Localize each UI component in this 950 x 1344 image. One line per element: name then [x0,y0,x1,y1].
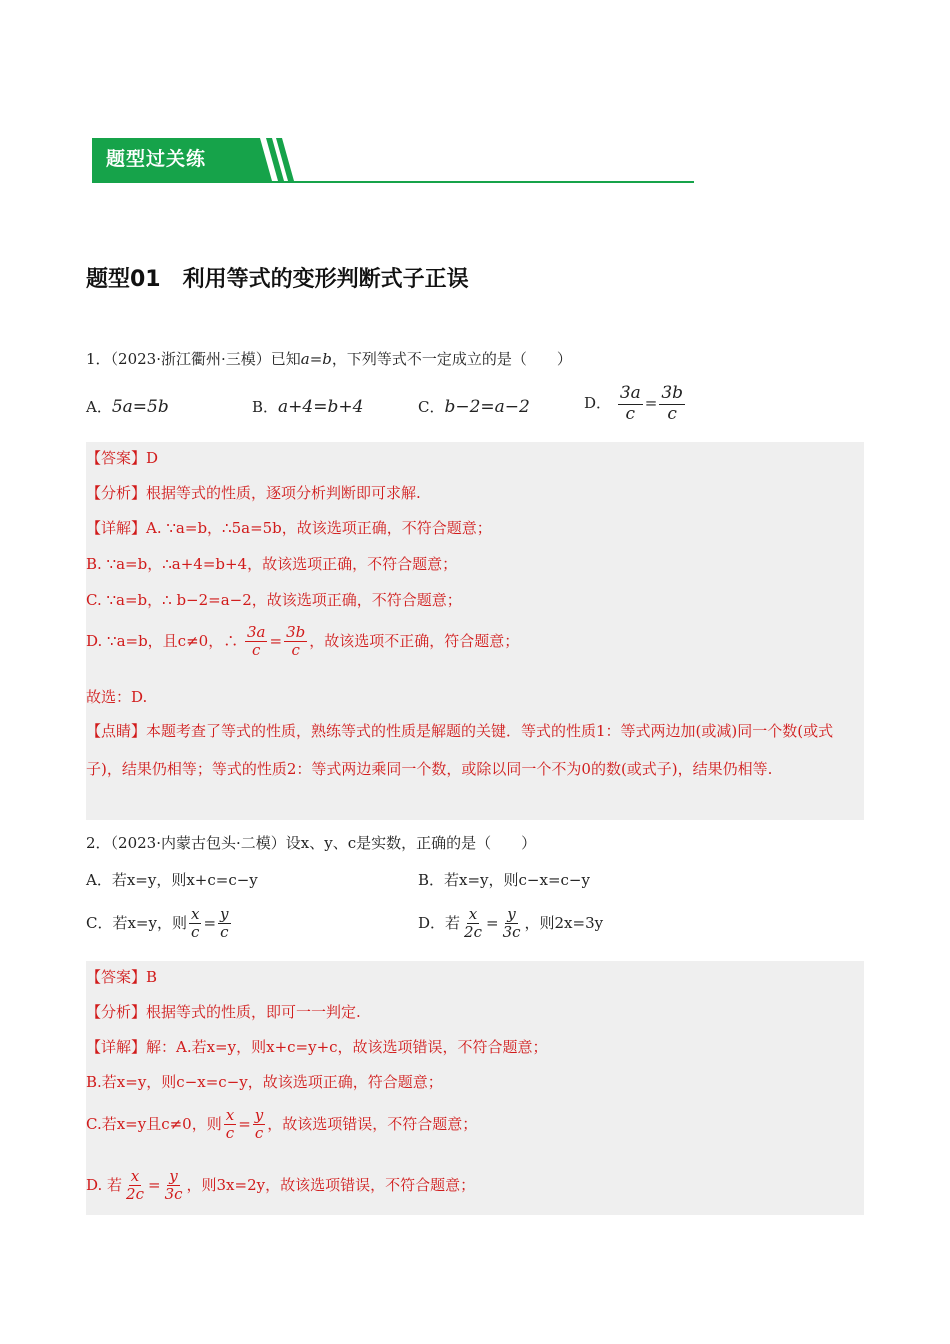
q1-option-a-text: 5a=5b [111,397,169,417]
fraction-numerator: 3b [661,383,684,403]
fraction-denominator: 3c [502,923,521,942]
q1-detail-c: C. ∵a=b，∴ b−2=a−2，故该选项正确，不符合题意； [86,591,462,609]
fraction-denominator: c [225,1124,235,1143]
fraction-numerator: x [468,905,478,923]
fraction-numerator: y [507,905,516,923]
q1-option-d-fraction-right [659,384,685,424]
q2-option-d-suffix: ，则2x=3y [524,913,604,932]
q1-option-d-fraction-left [618,384,643,424]
q2-stem: 2．（2023·内蒙古包头·二模）设x、y、c是实数，正确的是（ ） [86,834,537,852]
q1-detail-a-text: A. ∵a=b，∴5a=5b，故该选项正确，不符合题意； [146,519,492,537]
q2-option-b: B．若x=y，则c−x=c−y [418,871,590,889]
fraction-denominator: c [220,923,229,942]
fraction-numerator: y [220,905,229,923]
section-banner [92,138,694,184]
q1-option-a [86,396,169,417]
q2-detail-c-fraction-left [224,1107,236,1143]
fraction-numerator: y [169,1167,178,1185]
fraction-numerator: 3a [619,383,641,403]
q1-option-d-label: D． [584,394,612,413]
q2-analysis: 【分析】根据等式的性质，即可一一判定. [86,1003,361,1021]
q1-option-b [252,396,363,417]
fraction-numerator: 3b [286,623,306,641]
q2-detail-b: B.若x=y，则c−x=c−y，故该选项正确，符合题意； [86,1073,443,1091]
q2-option-c-fraction-left [189,906,201,942]
q1-detail-b: B. ∵a=b，∴a+4=b+4，故该选项正确，不符合题意； [86,555,458,573]
q1-option-a-label: A． [86,398,112,416]
q2-option-d-prefix: D．若 [418,913,461,932]
q2-option-d-fraction-left [462,906,484,942]
q2-detail-d-fraction-left [124,1168,146,1204]
fraction-denominator: c [291,641,300,660]
banner-title: 题型过关练 [106,148,207,170]
q2-option-a: A．若x=y，则x+c=c−y [86,871,258,889]
q2-detail-c: C.若x=y且c≠0，则 $\frac{x}{c}$ = $\frac{y}{c}$ ，故该选项错误，不符合题意； [86,1106,478,1143]
q1-note: 【点睛】本题考查了等式的性质，熟练等式的性质是解题的关键．等式的性质1：等式两边加(或减)同一个数(或式子)，结果仍相等；等式的性质2：等式两边乘同一个数，或除以同一个不为0的数(或式子)，结果仍相等. [86,722,834,778]
fraction-numerator: y [254,1106,264,1124]
banner-stripes-icon [262,138,302,181]
q1-conclusion: 故选：D. [86,688,148,706]
fraction-denominator: c [191,923,200,942]
q1-stem-suffix: ，下列等式不一定成立的是（ ） [331,350,572,368]
fraction-numerator: x [225,1106,235,1124]
q2-option-c-prefix: C．若x=y，则 [86,913,187,932]
q1-detail-d: D. ∵a=b，且c≠0，∴ $\frac{3a}{c}$ = $\frac{3b}{c}$ ，故该选项不正确，符合题意； [86,623,520,660]
q1-detail-d-fraction-right [284,624,307,660]
q1-detail-a [86,517,492,538]
q1-detail-d-suffix: ，故该选项不正确，符合题意； [309,631,520,650]
q2-detail-a: 【详解】解：A.若x=y，则x+c=y+c，故该选项错误，不符合题意； [86,1038,548,1056]
q1-detail-d-fraction-left [245,624,268,660]
q1-answer: 【答案】D [86,449,159,467]
banner-underline [92,181,694,183]
q2-option-d-fraction-right [501,906,523,942]
q1-stem [86,348,572,369]
fraction-denominator: 3c [164,1185,183,1204]
fraction-denominator: c [625,403,636,424]
q1-analysis [86,482,421,503]
q1-option-c-text: b−2=a−2 [444,397,530,417]
fraction-denominator: 2c [464,923,482,942]
fraction-denominator: c [254,1124,264,1143]
q1-detail-d-prefix: D. ∵a=b，且c≠0，∴ [86,631,239,650]
q2-option-c: C．若x=y，则 $\frac{x}{c}$ = $\frac{y}{c}$ [86,905,229,942]
q1-option-b-label: B． [252,398,279,416]
fraction-denominator: 2c [126,1185,144,1204]
q2-option-d: D．若 $\frac{x}{2c}$ = $\frac{y}{3c}$ ，则2x=3y [418,905,604,942]
fraction-numerator: 3a [246,623,266,641]
q2-answer: 【答案】B [86,968,158,986]
q1-detail-tag: 【详解】 [86,519,147,537]
q1-stem-prefix: 1．（2023·浙江衢州·三模）已知 [86,350,301,368]
fraction-denominator: c [252,641,261,660]
fraction-numerator: x [190,905,200,923]
q2-detail-d: D. 若 $\frac{x}{2c}$ = $\frac{y}{3c}$ ，则3x=2y，故该选项错误，不符合题意； [86,1167,476,1204]
fraction-numerator: x [130,1167,140,1185]
q1-option-d: D． $\frac{3a}{c}$ = $\frac{3b}{c}$ [584,383,684,424]
fraction-denominator: c [667,403,677,424]
q2-detail-c-suffix: ，故该选项错误，不符合题意； [267,1114,478,1133]
q2-detail-d-suffix: ，则3x=2y，故该选项错误，不符合题意； [186,1175,476,1194]
q1-option-b-text: a+4=b+4 [278,397,364,417]
section-title: 题型01 利用等式的变形判断式子正误 [86,267,469,292]
q1-analysis-text: 【分析】根据等式的性质，逐项分析判断即可求解. [86,484,421,502]
q2-detail-d-prefix: D. 若 [86,1175,123,1194]
q2-option-c-fraction-right [218,906,230,942]
q1-option-c-label: C． [418,398,445,416]
q2-detail-d-fraction-right [163,1168,185,1204]
q2-detail-c-prefix: C.若x=y且c≠0，则 [86,1114,222,1133]
q1-option-c [418,396,530,417]
q1-stem-math: a=b [300,350,332,368]
q2-detail-c-fraction-right [253,1107,265,1143]
